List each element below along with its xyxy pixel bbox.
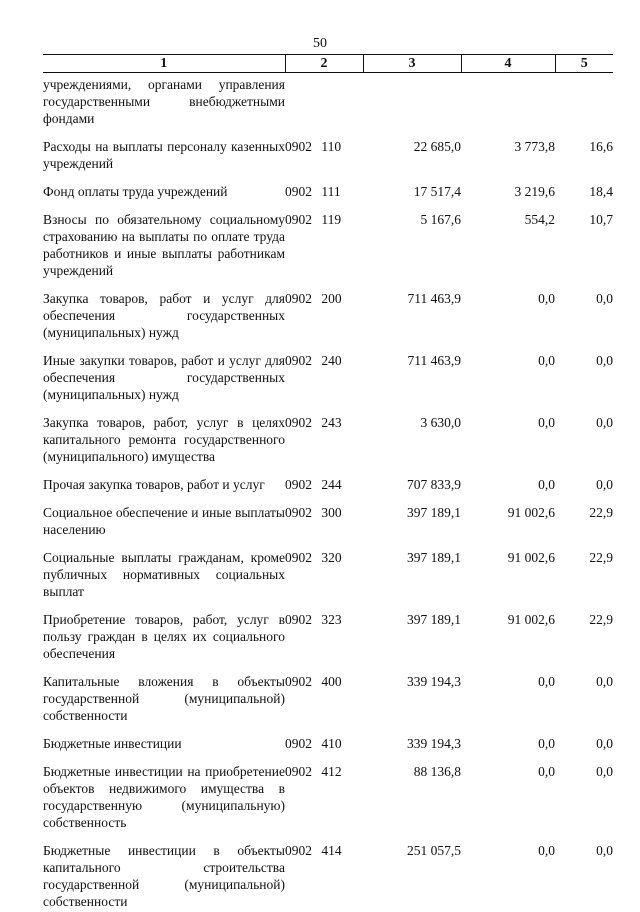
value-col-4: 91 002,6 [461,602,555,664]
value-col-5: 18,4 [555,174,613,202]
item-name: Закупка товаров, работ и услуг для обеспечения государственных (муниципальных) нужд [43,281,285,343]
table-row [43,202,613,281]
value-col-4: 0,0 [461,343,555,405]
item-name: Бюджетные инвестиции на приобретение объектов недвижимого имущества в государственную (муниципальную) собственность [43,754,285,833]
table-row [43,495,613,540]
column-header-3: 3 [363,55,461,73]
value-col-4: 554,2 [461,202,555,281]
budget-code: 0902 412 [285,754,363,833]
budget-code: 0902 244 [285,467,363,495]
budget-code: 0902 323 [285,602,363,664]
value-col-5: 22,9 [555,495,613,540]
value-col-5: 0,0 [555,467,613,495]
value-col-4: 0,0 [461,726,555,754]
item-name: Иные закупки товаров, работ и услуг для обеспечения государственных (муниципальных) нужд [43,343,285,405]
value-col-4: 0,0 [461,754,555,833]
value-col-5: 0,0 [555,343,613,405]
value-col-5: 0,0 [555,281,613,343]
table-row [43,540,613,602]
table-row [43,726,613,754]
budget-code: 0902 243 [285,405,363,467]
budget-code: 0902 410 [285,726,363,754]
item-name: Капитальные вложения в объекты государственной (муниципальной) собственности [43,664,285,726]
table-row [43,405,613,467]
value-col-5: 16,6 [555,129,613,174]
value-col-4: 3 773,8 [461,129,555,174]
value-col-3: 17 517,4 [363,174,461,202]
value-col-5: 10,7 [555,202,613,281]
item-name: Социальное обеспечение и иные выплаты населению [43,495,285,540]
table-row [43,129,613,174]
value-col-4: 3 219,6 [461,174,555,202]
value-col-3: 711 463,9 [363,343,461,405]
column-header-1: 1 [43,55,285,73]
value-col-3: 711 463,9 [363,281,461,343]
budget-code: 0902 111 [285,174,363,202]
value-col-3: 397 189,1 [363,495,461,540]
value-col-5: 0,0 [555,664,613,726]
item-name: Фонд оплаты труда учреждений [43,174,285,202]
value-col-3: 88 136,8 [363,754,461,833]
budget-code: 0902 200 [285,281,363,343]
value-col-3: 22 685,0 [363,129,461,174]
table-row [43,174,613,202]
continuation-text: учреждениями, органами управления государственными внебюджетными фондами [43,73,285,130]
value-col-3: 397 189,1 [363,602,461,664]
value-col-4: 0,0 [461,405,555,467]
table-row [43,281,613,343]
budget-code: 0902 400 [285,664,363,726]
budget-code: 0902 300 [285,495,363,540]
value-col-5: 0,0 [555,833,613,912]
value-col-3: 397 189,1 [363,540,461,602]
item-name: Расходы на выплаты персоналу казенных учреждений [43,129,285,174]
value-col-4: 91 002,6 [461,540,555,602]
column-header-4: 4 [461,55,555,73]
budget-code: 0902 110 [285,129,363,174]
value-col-5: 22,9 [555,602,613,664]
budget-code: 0902 320 [285,540,363,602]
table-row [43,833,613,912]
value-col-5: 22,9 [555,540,613,602]
table-header [43,55,613,73]
table-row [43,754,613,833]
table-row [43,467,613,495]
continuation-row [43,73,613,130]
item-name: Социальные выплаты гражданам, кроме публичных нормативных социальных выплат [43,540,285,602]
value-col-4: 0,0 [461,467,555,495]
value-col-5: 0,0 [555,754,613,833]
value-col-5: 0,0 [555,726,613,754]
value-col-4: 0,0 [461,664,555,726]
value-col-3: 339 194,3 [363,726,461,754]
value-col-5: 0,0 [555,405,613,467]
table-row [43,602,613,664]
budget-table [43,54,613,912]
table-row [43,664,613,726]
budget-code: 0902 119 [285,202,363,281]
item-name: Прочая закупка товаров, работ и услуг [43,467,285,495]
budget-code: 0902 240 [285,343,363,405]
value-col-3: 3 630,0 [363,405,461,467]
table-row [43,343,613,405]
item-name: Приобретение товаров, работ, услуг в пользу граждан в целях их социального обеспечения [43,602,285,664]
value-col-4: 0,0 [461,833,555,912]
page-number: 50 [0,36,640,52]
item-name: Бюджетные инвестиции в объекты капитального строительства государственной (муниципальной) собственности [43,833,285,912]
value-col-4: 0,0 [461,281,555,343]
value-col-3: 339 194,3 [363,664,461,726]
value-col-3: 5 167,6 [363,202,461,281]
table-body [43,73,613,912]
item-name: Взносы по обязательному социальному страхованию на выплаты по оплате труда работников и иные выплаты работникам учреждений [43,202,285,281]
value-col-3: 707 833,9 [363,467,461,495]
budget-code: 0902 414 [285,833,363,912]
value-col-3: 251 057,5 [363,833,461,912]
column-header-2: 2 [285,55,363,73]
column-header-5: 5 [555,55,613,73]
item-name: Бюджетные инвестиции [43,726,285,754]
value-col-4: 91 002,6 [461,495,555,540]
item-name: Закупка товаров, работ, услуг в целях капитального ремонта государственного (муниципального) имущества [43,405,285,467]
